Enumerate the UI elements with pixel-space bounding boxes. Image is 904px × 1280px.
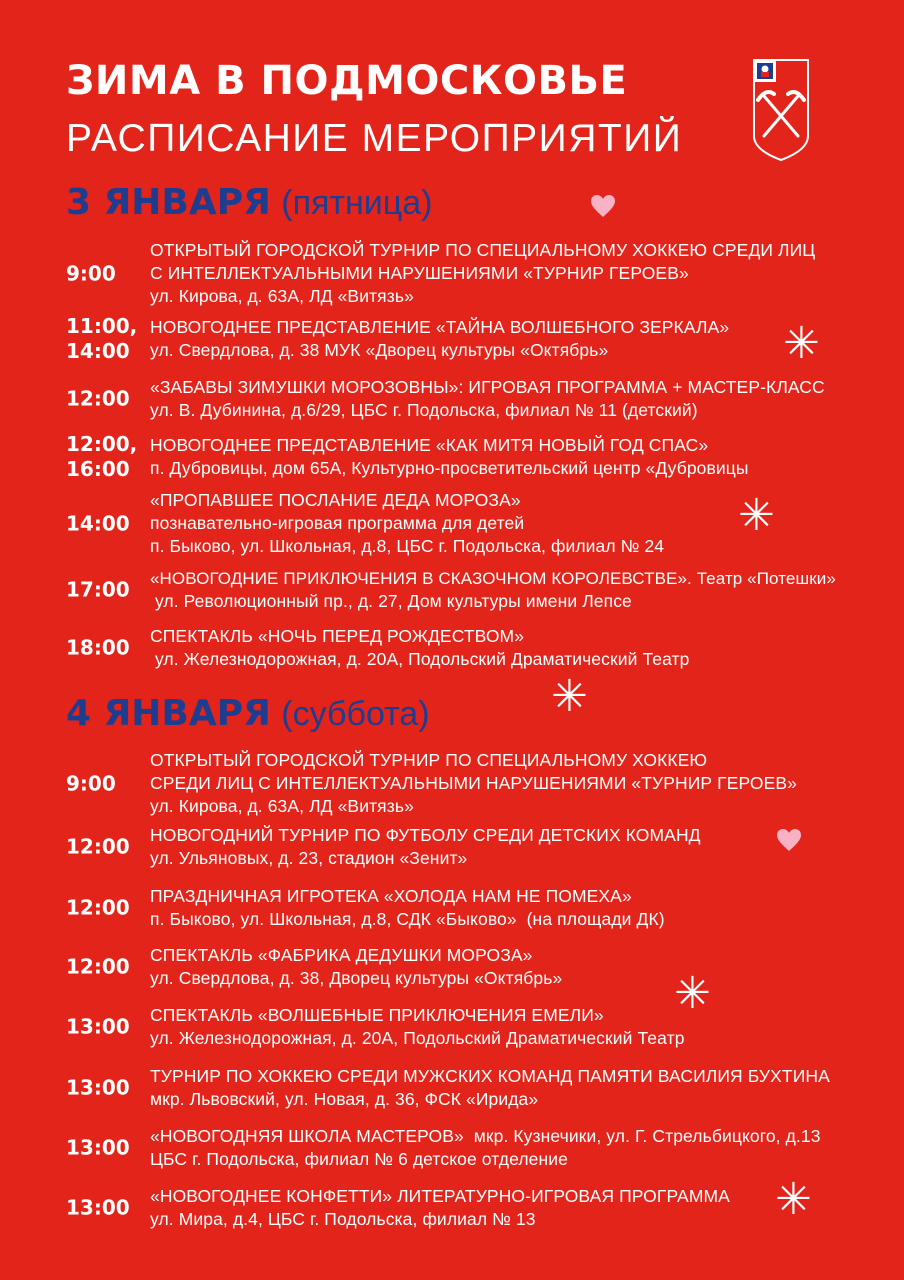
event-time: 12:00, 16:00: [66, 432, 138, 481]
event-time: 12:00: [66, 386, 130, 411]
event-time: 9:00: [66, 261, 116, 285]
event-row: [0, 1004, 904, 1050]
snowflake-icon: ✳: [674, 968, 711, 1019]
event-row: [0, 1065, 904, 1111]
day-weekday: (суббота): [281, 695, 430, 733]
event-row: [0, 316, 904, 362]
event-row: [0, 434, 904, 480]
event-description: НОВОГОДНИЙ ТУРНИР ПО ФУТБОЛУ СРЕДИ ДЕТСКИХ КОМАНД ул. Ульяновых, д. 23, стадион «Зенит»: [150, 825, 701, 868]
poster-title: ЗИМА В ПОДМОСКОВЬЕ: [66, 58, 628, 104]
event-description: «НОВОГОДНЕЕ КОНФЕТТИ» ЛИТЕРАТУРНО-ИГРОВАЯ ПРОГРАММА ул. Мира, д.4, ЦБС г. Подольска, филиал № 13: [150, 1186, 730, 1229]
event-time: 12:00: [66, 895, 130, 920]
day-heading: [66, 693, 430, 734]
event-description: СПЕКТАКЛЬ «ВОЛШЕБНЫЕ ПРИКЛЮЧЕНИЯ ЕМЕЛИ» ул. Железнодорожная, д. 20А, Подольский Драматический Театр: [150, 1005, 685, 1048]
event-time: 11:00, 14:00: [66, 314, 138, 363]
event-description: «НОВОГОДНИЕ ПРИКЛЮЧЕНИЯ В СКАЗОЧНОМ КОРОЛЕВСТВЕ». Театр «Потешки» ул. Революционный пр., д. 27, Дом культуры имени Лепсе: [150, 569, 836, 611]
event-description: ОТКРЫТЫЙ ГОРОДСКОЙ ТУРНИР ПО СПЕЦИАЛЬНОМУ ХОККЕЮ СРЕДИ ЛИЦ С ИНТЕЛЛЕКТУАЛЬНЫМИ НАРУШЕНИЯМИ «ТУРНИР ГЕРОЕВ» ул. Кирова, д. 63А, ЛД «Витязь»: [150, 750, 797, 816]
event-description: СПЕКТАКЛЬ «НОЧЬ ПЕРЕД РОЖДЕСТВОМ» ул. Железнодорожная, д. 20А, Подольский Драматический Театр: [150, 626, 690, 669]
event-time: 13:00: [66, 1195, 130, 1220]
event-description: ОТКРЫТЫЙ ГОРОДСКОЙ ТУРНИР ПО СПЕЦИАЛЬНОМУ ХОККЕЮ СРЕДИ ЛИЦ С ИНТЕЛЛЕКТУАЛЬНЫМИ НАРУШЕНИЯМИ «ТУРНИР ГЕРОЕВ» ул. Кирова, д. 63А, ЛД «Витязь»: [150, 240, 816, 306]
event-time: 12:00: [66, 834, 130, 859]
event-row: [0, 376, 904, 422]
day-weekday: (пятница): [281, 184, 433, 222]
day-date: 4 ЯНВАРЯ: [66, 693, 271, 734]
event-description: ТУРНИР ПО ХОККЕЮ СРЕДИ МУЖСКИХ КОМАНД ПАМЯТИ ВАСИЛИЯ БУХТИНА мкр. Львовский, ул. Новая, д. 36, ФСК «Ирида»: [150, 1066, 830, 1109]
poster-subtitle: РАСПИСАНИЕ МЕРОПРИЯТИЙ: [66, 117, 683, 160]
event-row: [0, 567, 904, 613]
event-description: НОВОГОДНЕЕ ПРЕДСТАВЛЕНИЕ «КАК МИТЯ НОВЫЙ ГОД СПАС» п. Дубровицы, дом 65А, Культурно-просветительский центр «Дубровицы: [150, 435, 749, 478]
snowflake-icon: ✳: [738, 490, 775, 541]
podolsk-coat-of-arms-icon: [752, 58, 810, 162]
event-description: «ПРОПАВШЕЕ ПОСЛАНИЕ ДЕДА МОРОЗА» познавательно-игровая программа для детей п. Быково, ул. Школьная, д.8, ЦБС г. Подольска, филиал № 24: [150, 490, 665, 556]
event-description: «ЗАБАВЫ ЗИМУШКИ МОРОЗОВНЫ»: ИГРОВАЯ ПРОГРАММА + МАСТЕР-КЛАСС ул. В. Дубинина, д.6/29, ЦБС г. Подольска, филиал № 11 (детский): [150, 377, 825, 420]
event-row: [0, 824, 904, 870]
day-date: 3 ЯНВАРЯ: [66, 182, 271, 223]
snowflake-icon: ✳: [551, 671, 588, 722]
snowflake-icon: ✳: [775, 1174, 812, 1225]
event-time: 12:00: [66, 954, 130, 979]
event-time: 13:00: [66, 1014, 130, 1039]
poster-header: [66, 58, 682, 162]
event-description: ПРАЗДНИЧНАЯ ИГРОТЕКА «ХОЛОДА НАМ НЕ ПОМЕХА» п. Быково, ул. Школьная, д.8, СДК «Быково» (на площади ДК): [150, 886, 665, 929]
event-row: [0, 625, 904, 671]
event-row: [0, 944, 904, 990]
event-time: 9:00: [66, 771, 116, 795]
event-description: «НОВОГОДНЯЯ ШКОЛА МАСТЕРОВ» мкр. Кузнечики, ул. Г. Стрельбицкого, д.13 ЦБС г. Подольска, филиал № 6 детское отделение: [150, 1126, 821, 1169]
event-time: 17:00: [66, 577, 130, 602]
event-row: [0, 239, 904, 308]
event-time: 13:00: [66, 1135, 130, 1160]
event-description: СПЕКТАКЛЬ «ФАБРИКА ДЕДУШКИ МОРОЗА» ул. Свердлова, д. 38, Дворец культуры «Октябрь»: [150, 945, 563, 988]
event-row: [0, 1125, 904, 1171]
event-description: НОВОГОДНЕЕ ПРЕДСТАВЛЕНИЕ «ТАЙНА ВОЛШЕБНОГО ЗЕРКАЛА» ул. Свердлова, д. 38 МУК «Дворец культуры «Октябрь»: [150, 317, 730, 360]
event-time: 18:00: [66, 635, 130, 660]
event-time: 13:00: [66, 1075, 130, 1100]
event-row: [0, 1185, 904, 1231]
event-row: [0, 885, 904, 931]
event-row: [0, 749, 904, 818]
snowflake-icon: ✳: [783, 318, 820, 369]
heart-icon: [776, 828, 802, 852]
day-heading: [66, 182, 433, 223]
heart-icon: [590, 194, 616, 218]
event-time: 14:00: [66, 511, 130, 535]
